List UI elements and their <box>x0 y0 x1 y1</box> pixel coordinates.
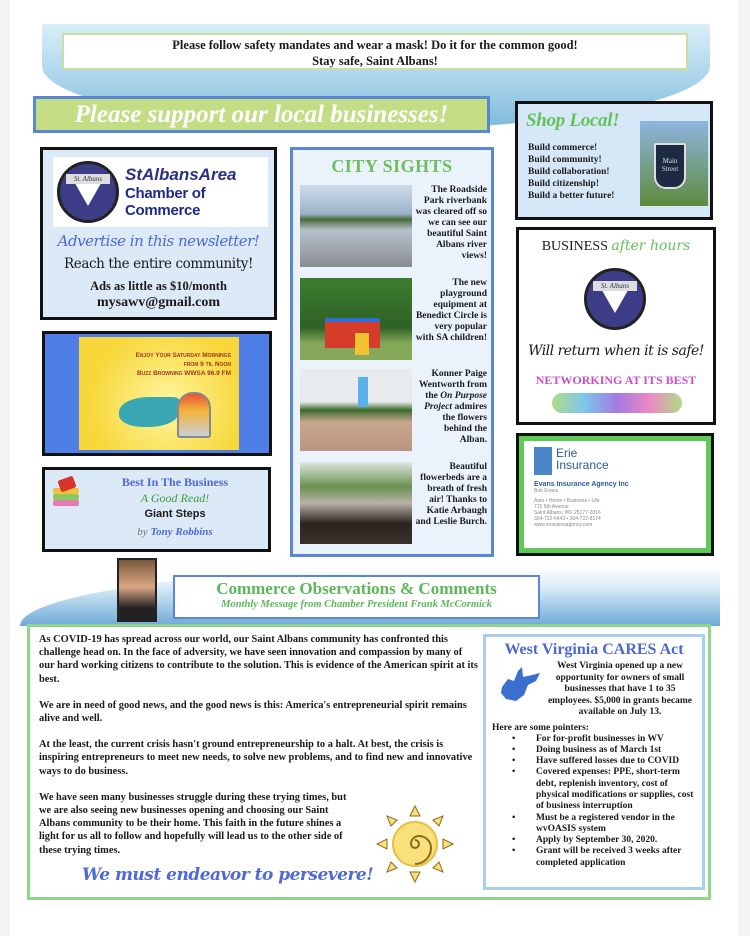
commerce-subtitle: Monthly Message from Chamber President Frank McCormick <box>221 599 492 610</box>
riverbank-photo <box>300 185 412 267</box>
business-after-hours <box>516 227 716 425</box>
radio-line1: Enjoy Your Saturday Mornings <box>135 352 231 359</box>
flowerbed-photo <box>300 462 412 544</box>
support-heading: Please support our local businesses! <box>33 96 490 133</box>
shop-local <box>515 101 713 220</box>
wv-cares-act <box>483 634 705 890</box>
city-sights <box>290 147 494 557</box>
agency-name: Evans Insurance Agency Inc <box>534 481 629 488</box>
radio-ad <box>42 331 272 456</box>
radio-line2: from 9 til Noon <box>183 361 231 368</box>
erie-logo-icon <box>534 447 552 475</box>
list-item: • Covered expenses: PPE, short-term debt, replenish inventory, cost of physical modifications or supplies, cost of business interruption <box>492 767 696 812</box>
book-author: Tony Robbins <box>150 526 213 538</box>
commerce-header <box>173 575 540 619</box>
card-line: 304-722-6443 • 304-722-8174 <box>534 516 601 522</box>
seal-text: St. Albans <box>593 281 637 291</box>
shop-local-list <box>528 142 614 202</box>
flowers-photo <box>300 369 412 451</box>
chamber-ad <box>40 147 277 320</box>
caption-text: Konner Paige Wentworth from the <box>418 369 487 401</box>
bah-title-a: BUSINESS <box>541 239 608 254</box>
card-line: Saint Albans, WV 25177-2816 <box>534 510 601 516</box>
bah-status: Will return when it is safe! <box>528 343 704 359</box>
list-item: Build a better future! <box>528 191 615 201</box>
chamber-logo <box>53 157 268 227</box>
flower-border-graphic <box>552 393 682 413</box>
city-sights-title: CITY SIGHTS <box>331 156 453 176</box>
chamber-seal-icon <box>57 161 119 223</box>
card-line[interactable]: www.evansinsagency.com <box>534 522 593 528</box>
seal-text: St. Albans <box>66 174 110 184</box>
article-paragraph: We are in need of good news, and the good news is this: America's entrepreneurial spirit remains alive and well. <box>39 699 467 725</box>
list-item: Build community! <box>528 155 602 165</box>
business-card <box>524 441 706 548</box>
playground-photo <box>300 278 412 360</box>
list-item: • Grant will be received 3 weeks after completed application <box>492 846 696 869</box>
playground-caption: The new playground equipment at Benedict Circle is very popular with SA children! <box>415 278 487 343</box>
article-paragraph: As COVID-19 has spread across our world, our Saint Albans community has confronted this challenge head on. In the face of adversity, we have seen innovation and compassion by many of our hard working citizens to contribute to the solution. This is evidence of the American spirit at its best. <box>39 634 478 685</box>
list-item: • Have suffered losses due to COVID <box>492 756 696 767</box>
cares-title: West Virginia CARES Act <box>504 641 684 658</box>
list-item: Build commerce! <box>528 143 598 153</box>
book-title: Giant Steps <box>144 508 206 520</box>
by-label: by <box>137 526 148 538</box>
cares-intro: West Virginia opened up a new opportunity for owners of small businesses that have 1 to 35 employees. $5,000 in grants became available on July 13. <box>547 661 693 717</box>
list-item: • Doing business as of March 1st <box>492 745 696 756</box>
card-line: Auto • Home • Business • Life <box>534 498 600 504</box>
caption-text: admires the flowers behind the Alban. <box>442 402 487 445</box>
caption-project: On Purpose Project <box>424 391 487 412</box>
best-subtitle: A Good Read! <box>140 491 210 505</box>
advertise-text: Advertise in this newsletter! <box>57 232 260 250</box>
list-item: • Must be a registered vendor in the wvOASIS system <box>492 813 696 836</box>
safety-notice <box>62 33 688 70</box>
sun-icon <box>375 804 455 884</box>
wing-graphic <box>119 397 179 427</box>
riverbank-caption: The Roadside Park riverbank was cleared off so we can see our beautiful Saint Albans river views! <box>415 185 487 261</box>
chamber-name-line2: Chamber of Commerce <box>125 185 206 219</box>
erie-brand2: Insurance <box>556 458 609 472</box>
president-message <box>27 624 711 900</box>
main-street-sign: Main Street <box>654 143 686 189</box>
card-line: 715 6th Avenue <box>534 504 569 510</box>
contact-email[interactable]: mysawv@gmail.com <box>96 295 221 310</box>
pointers-list <box>492 734 696 870</box>
agent-name: Bob Evans <box>534 488 559 494</box>
best-in-business <box>42 467 271 552</box>
president-photo <box>117 558 157 622</box>
reach-text: Reach the entire community! <box>64 256 253 272</box>
erie-brand1: Erie <box>556 446 578 460</box>
radio-line3: Buzz Browning WWSA 96.9 FM <box>136 370 231 377</box>
commerce-title: Commerce Observations & Comments <box>216 579 497 598</box>
shop-local-title: Shop Local! <box>526 110 620 131</box>
article-paragraph: We have seen many businesses struggle during these trying times, but we are also seeing new businesses opening and choosing our Saint Albans community to be their home. This faith in the future shines a light for us all to follow and hopefully will lead us to the other side of these trying times. <box>39 791 347 856</box>
radio-ad-image <box>79 337 239 450</box>
main-street-photo <box>640 121 708 206</box>
flowerbed-caption: Beautiful flowerbeds are a breath of fresh air! Thanks to Katie Arbaugh and Leslie Burch. <box>415 462 487 527</box>
list-item: Build collaboration! <box>528 167 610 177</box>
list-item: Build citizenship! <box>528 179 599 189</box>
ad-price: Ads as little as $10/month <box>90 279 227 293</box>
safety-notice-line1: Please follow safety mandates and wear a mask! Do it for the common good! <box>172 38 578 52</box>
bah-tagline: NETWORKING AT ITS BEST <box>535 373 697 387</box>
article-paragraph: At the least, the current crisis hasn't ground entrepreneurship to a halt. At best, the crisis is inspiring entrepreneurs to meet new needs, to solve new problems, and to find new and innovative ways to do business. <box>39 739 473 777</box>
bah-title <box>519 238 713 255</box>
safety-notice-line2: Stay safe, Saint Albans! <box>312 54 438 68</box>
pointers-label: Here are some pointers: <box>492 722 589 733</box>
west-virginia-map-icon <box>498 665 542 703</box>
list-item: • For for-profit businesses in WV <box>492 734 696 745</box>
bah-title-b: after hours <box>611 238 691 254</box>
motto: We must endeavor to persevere! <box>82 865 374 885</box>
chamber-seal-icon <box>584 268 646 330</box>
chamber-name-line1: StAlbansArea <box>125 165 237 184</box>
list-item: • Apply by September 30, 2020. <box>492 835 696 846</box>
jukebox-icon <box>177 392 211 438</box>
best-title: Best In The Business <box>121 475 229 489</box>
flowers-caption <box>415 369 487 446</box>
erie-insurance-ad <box>516 433 714 556</box>
